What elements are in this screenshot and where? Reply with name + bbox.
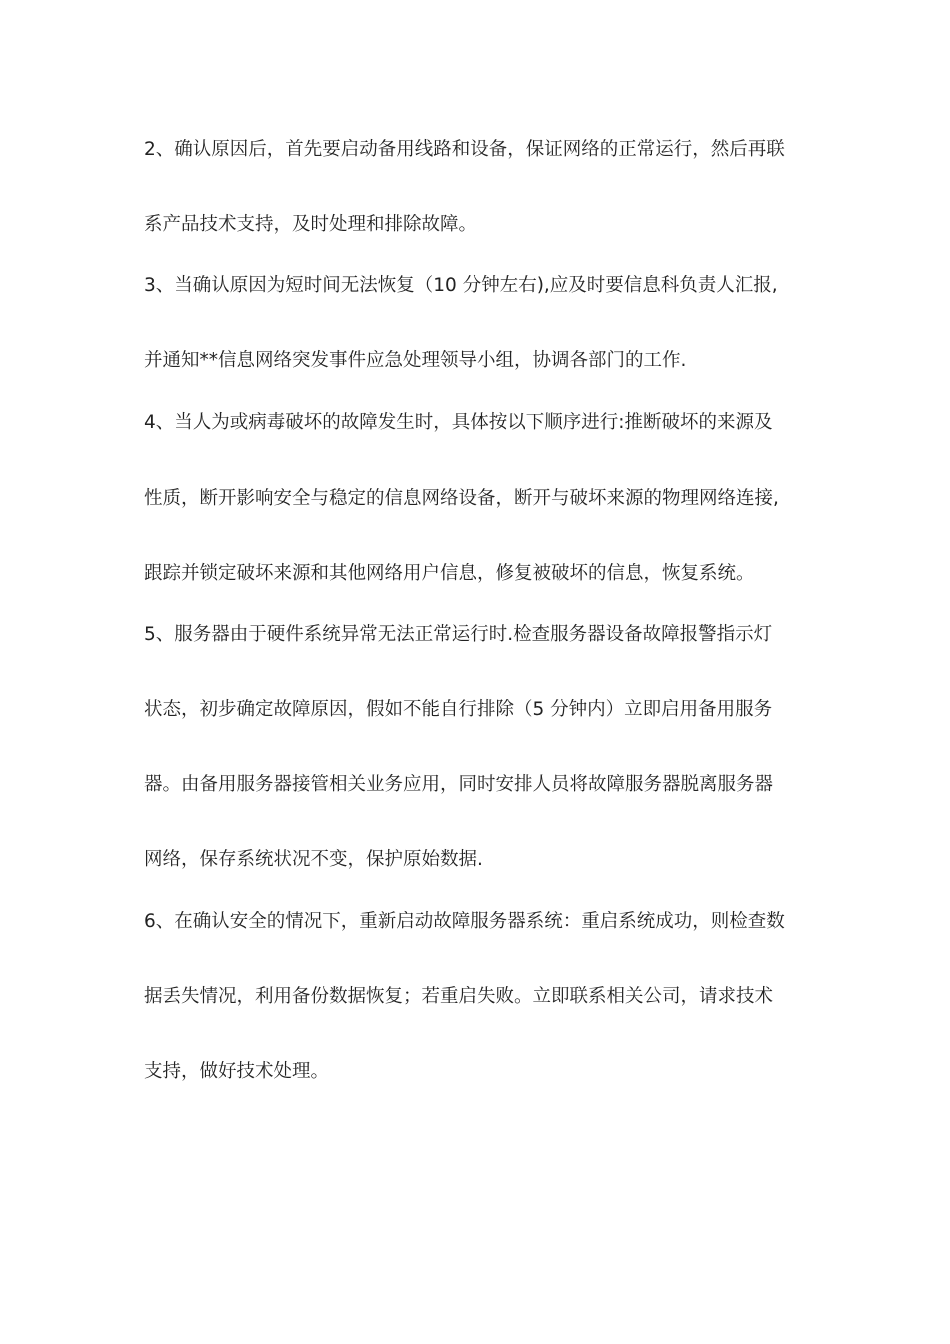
paragraph-6-line-2: 据丢失情况，利用备份数据恢复；若重启失败。立即联系相关公司，请求技术 xyxy=(144,986,774,1007)
paragraph-2-line-2: 系产品技术支持，及时处理和排除故障。 xyxy=(144,214,478,235)
paragraph-5-line-2: 状态，初步确定故障原因，假如不能自行排除（5 分钟内）立即启用备用服务 xyxy=(144,699,773,720)
paragraph-3-line-2: 并通知**信息网络突发事件应急处理领导小组，协调各部门的工作. xyxy=(144,350,687,371)
paragraph-6-line-3: 支持，做好技术处理。 xyxy=(144,1061,330,1082)
paragraph-5-line-1: 5、服务器由于硬件系统异常无法正常运行时.检查服务器设备故障报警指示灯 xyxy=(144,624,773,645)
paragraph-2-line-1: 2、确认原因后，首先要启动备用线路和设备，保证网络的正常运行，然后再联 xyxy=(144,139,785,160)
paragraph-5-line-3: 器。由备用服务器接管相关业务应用，同时安排人员将故障服务器脱离服务器 xyxy=(144,774,774,795)
paragraph-5-line-4: 网络，保存系统状况不变，保护原始数据. xyxy=(144,849,483,870)
paragraph-4-line-1: 4、当人为或病毒破坏的故障发生时，具体按以下顺序进行:推断破坏的来源及 xyxy=(144,412,773,433)
paragraph-3-line-1: 3、当确认原因为短时间无法恢复（10 分钟左右),应及时要信息科负责人汇报, xyxy=(144,275,778,296)
paragraph-4-line-2: 性质，断开影响安全与稳定的信息网络设备，断开与破坏来源的物理网络连接, xyxy=(144,488,779,509)
paragraph-4-line-3: 跟踪并锁定破坏来源和其他网络用户信息，修复被破坏的信息，恢复系统。 xyxy=(144,563,755,584)
paragraph-6-line-1: 6、在确认安全的情况下，重新启动故障服务器系统：重启系统成功，则检查数 xyxy=(144,911,785,932)
